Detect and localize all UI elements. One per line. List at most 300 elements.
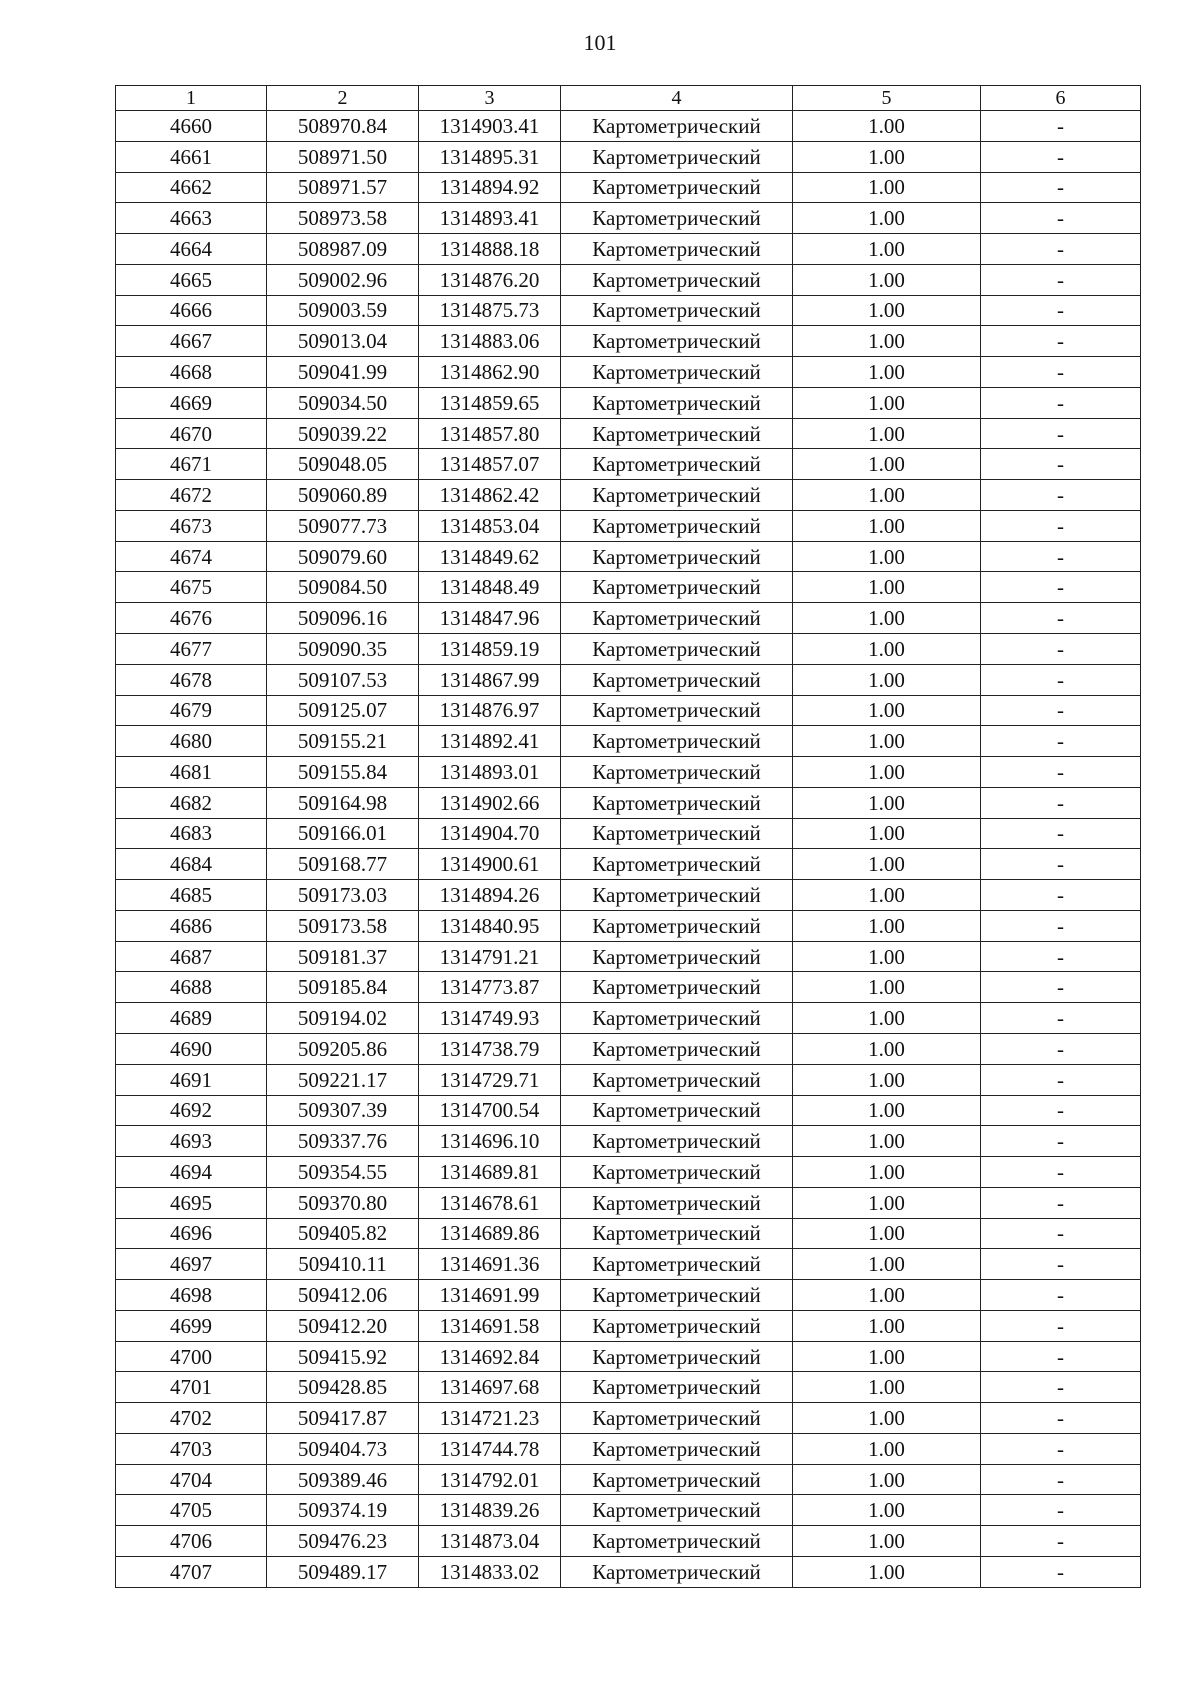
y-coordinate-cell: 1314862.42 xyxy=(419,480,561,511)
description-cell: - xyxy=(981,1003,1141,1034)
point-number-cell: 4664 xyxy=(116,234,267,265)
x-coordinate-cell: 509389.46 xyxy=(267,1464,419,1495)
description-cell: - xyxy=(981,1495,1141,1526)
x-coordinate-cell: 509410.11 xyxy=(267,1249,419,1280)
point-number-cell: 4704 xyxy=(116,1464,267,1495)
x-coordinate-cell: 509013.04 xyxy=(267,326,419,357)
method-cell: Картометрический xyxy=(561,572,793,603)
y-coordinate-cell: 1314840.95 xyxy=(419,910,561,941)
y-coordinate-cell: 1314749.93 xyxy=(419,1003,561,1034)
accuracy-cell: 1.00 xyxy=(793,326,981,357)
y-coordinate-cell: 1314894.92 xyxy=(419,172,561,203)
method-cell: Картометрический xyxy=(561,141,793,172)
point-number-cell: 4707 xyxy=(116,1556,267,1587)
description-cell: - xyxy=(981,541,1141,572)
y-coordinate-cell: 1314857.80 xyxy=(419,418,561,449)
table-row xyxy=(116,1372,1141,1403)
point-number-cell: 4698 xyxy=(116,1280,267,1311)
accuracy-cell: 1.00 xyxy=(793,1003,981,1034)
x-coordinate-cell: 509041.99 xyxy=(267,357,419,388)
table-row xyxy=(116,1433,1141,1464)
accuracy-cell: 1.00 xyxy=(793,603,981,634)
table-row xyxy=(116,1341,1141,1372)
table-row xyxy=(116,1218,1141,1249)
description-cell: - xyxy=(981,1064,1141,1095)
table-row xyxy=(116,1095,1141,1126)
description-cell: - xyxy=(981,634,1141,665)
point-number-cell: 4705 xyxy=(116,1495,267,1526)
x-coordinate-cell: 509096.16 xyxy=(267,603,419,634)
accuracy-cell: 1.00 xyxy=(793,449,981,480)
point-number-cell: 4701 xyxy=(116,1372,267,1403)
description-cell: - xyxy=(981,787,1141,818)
y-coordinate-cell: 1314839.26 xyxy=(419,1495,561,1526)
table-row xyxy=(116,1064,1141,1095)
description-cell: - xyxy=(981,234,1141,265)
table-row xyxy=(116,510,1141,541)
table-row xyxy=(116,1249,1141,1280)
description-cell: - xyxy=(981,1526,1141,1557)
point-number-cell: 4675 xyxy=(116,572,267,603)
point-number-cell: 4692 xyxy=(116,1095,267,1126)
description-cell: - xyxy=(981,972,1141,1003)
y-coordinate-cell: 1314696.10 xyxy=(419,1126,561,1157)
point-number-cell: 4686 xyxy=(116,910,267,941)
column-header: 2 xyxy=(267,86,419,111)
x-coordinate-cell: 508971.50 xyxy=(267,141,419,172)
point-number-cell: 4693 xyxy=(116,1126,267,1157)
point-number-cell: 4699 xyxy=(116,1310,267,1341)
y-coordinate-cell: 1314792.01 xyxy=(419,1464,561,1495)
accuracy-cell: 1.00 xyxy=(793,387,981,418)
point-number-cell: 4671 xyxy=(116,449,267,480)
method-cell: Картометрический xyxy=(561,1218,793,1249)
accuracy-cell: 1.00 xyxy=(793,910,981,941)
accuracy-cell: 1.00 xyxy=(793,726,981,757)
table-row xyxy=(116,449,1141,480)
description-cell: - xyxy=(981,141,1141,172)
description-cell: - xyxy=(981,387,1141,418)
column-header: 4 xyxy=(561,86,793,111)
y-coordinate-cell: 1314689.81 xyxy=(419,1157,561,1188)
x-coordinate-cell: 509164.98 xyxy=(267,787,419,818)
point-number-cell: 4689 xyxy=(116,1003,267,1034)
point-number-cell: 4667 xyxy=(116,326,267,357)
x-coordinate-cell: 509084.50 xyxy=(267,572,419,603)
y-coordinate-cell: 1314888.18 xyxy=(419,234,561,265)
point-number-cell: 4680 xyxy=(116,726,267,757)
accuracy-cell: 1.00 xyxy=(793,1280,981,1311)
x-coordinate-cell: 509168.77 xyxy=(267,849,419,880)
table-row xyxy=(116,172,1141,203)
point-number-cell: 4687 xyxy=(116,941,267,972)
method-cell: Картометрический xyxy=(561,880,793,911)
y-coordinate-cell: 1314853.04 xyxy=(419,510,561,541)
x-coordinate-cell: 509090.35 xyxy=(267,634,419,665)
point-number-cell: 4660 xyxy=(116,111,267,142)
point-number-cell: 4678 xyxy=(116,664,267,695)
coordinates-table xyxy=(115,85,1141,1588)
accuracy-cell: 1.00 xyxy=(793,787,981,818)
description-cell: - xyxy=(981,1095,1141,1126)
method-cell: Картометрический xyxy=(561,972,793,1003)
accuracy-cell: 1.00 xyxy=(793,1218,981,1249)
accuracy-cell: 1.00 xyxy=(793,203,981,234)
table-row xyxy=(116,1003,1141,1034)
description-cell: - xyxy=(981,695,1141,726)
x-coordinate-cell: 509428.85 xyxy=(267,1372,419,1403)
method-cell: Картометрический xyxy=(561,541,793,572)
method-cell: Картометрический xyxy=(561,1464,793,1495)
y-coordinate-cell: 1314857.07 xyxy=(419,449,561,480)
point-number-cell: 4663 xyxy=(116,203,267,234)
description-cell: - xyxy=(981,1280,1141,1311)
table-row xyxy=(116,1464,1141,1495)
method-cell: Картометрический xyxy=(561,1495,793,1526)
description-cell: - xyxy=(981,910,1141,941)
accuracy-cell: 1.00 xyxy=(793,1556,981,1587)
method-cell: Картометрический xyxy=(561,357,793,388)
y-coordinate-cell: 1314849.62 xyxy=(419,541,561,572)
accuracy-cell: 1.00 xyxy=(793,418,981,449)
y-coordinate-cell: 1314700.54 xyxy=(419,1095,561,1126)
point-number-cell: 4677 xyxy=(116,634,267,665)
x-coordinate-cell: 509181.37 xyxy=(267,941,419,972)
point-number-cell: 4676 xyxy=(116,603,267,634)
description-cell: - xyxy=(981,172,1141,203)
method-cell: Картометрический xyxy=(561,326,793,357)
point-number-cell: 4691 xyxy=(116,1064,267,1095)
method-cell: Картометрический xyxy=(561,480,793,511)
y-coordinate-cell: 1314847.96 xyxy=(419,603,561,634)
table-row xyxy=(116,203,1141,234)
y-coordinate-cell: 1314859.65 xyxy=(419,387,561,418)
point-number-cell: 4694 xyxy=(116,1157,267,1188)
table-row xyxy=(116,757,1141,788)
point-number-cell: 4706 xyxy=(116,1526,267,1557)
point-number-cell: 4702 xyxy=(116,1403,267,1434)
x-coordinate-cell: 509405.82 xyxy=(267,1218,419,1249)
method-cell: Картометрический xyxy=(561,203,793,234)
table-row xyxy=(116,1403,1141,1434)
accuracy-cell: 1.00 xyxy=(793,972,981,1003)
method-cell: Картометрический xyxy=(561,634,793,665)
point-number-cell: 4696 xyxy=(116,1218,267,1249)
column-header: 3 xyxy=(419,86,561,111)
point-number-cell: 4682 xyxy=(116,787,267,818)
table-row xyxy=(116,1495,1141,1526)
accuracy-cell: 1.00 xyxy=(793,510,981,541)
y-coordinate-cell: 1314903.41 xyxy=(419,111,561,142)
x-coordinate-cell: 509107.53 xyxy=(267,664,419,695)
accuracy-cell: 1.00 xyxy=(793,695,981,726)
y-coordinate-cell: 1314678.61 xyxy=(419,1187,561,1218)
table-row xyxy=(116,941,1141,972)
x-coordinate-cell: 509039.22 xyxy=(267,418,419,449)
method-cell: Картометрический xyxy=(561,787,793,818)
x-coordinate-cell: 509077.73 xyxy=(267,510,419,541)
x-coordinate-cell: 509307.39 xyxy=(267,1095,419,1126)
x-coordinate-cell: 509489.17 xyxy=(267,1556,419,1587)
table-row xyxy=(116,1033,1141,1064)
y-coordinate-cell: 1314721.23 xyxy=(419,1403,561,1434)
x-coordinate-cell: 509185.84 xyxy=(267,972,419,1003)
x-coordinate-cell: 509412.20 xyxy=(267,1310,419,1341)
accuracy-cell: 1.00 xyxy=(793,1433,981,1464)
method-cell: Картометрический xyxy=(561,1249,793,1280)
y-coordinate-cell: 1314862.90 xyxy=(419,357,561,388)
description-cell: - xyxy=(981,757,1141,788)
method-cell: Картометрический xyxy=(561,111,793,142)
accuracy-cell: 1.00 xyxy=(793,1526,981,1557)
accuracy-cell: 1.00 xyxy=(793,880,981,911)
y-coordinate-cell: 1314883.06 xyxy=(419,326,561,357)
method-cell: Картометрический xyxy=(561,1341,793,1372)
accuracy-cell: 1.00 xyxy=(793,1310,981,1341)
point-number-cell: 4665 xyxy=(116,264,267,295)
accuracy-cell: 1.00 xyxy=(793,1126,981,1157)
table-row xyxy=(116,141,1141,172)
accuracy-cell: 1.00 xyxy=(793,172,981,203)
y-coordinate-cell: 1314691.58 xyxy=(419,1310,561,1341)
point-number-cell: 4679 xyxy=(116,695,267,726)
description-cell: - xyxy=(981,941,1141,972)
description-cell: - xyxy=(981,572,1141,603)
method-cell: Картометрический xyxy=(561,1433,793,1464)
method-cell: Картометрический xyxy=(561,1526,793,1557)
table-row xyxy=(116,1187,1141,1218)
description-cell: - xyxy=(981,111,1141,142)
point-number-cell: 4662 xyxy=(116,172,267,203)
x-coordinate-cell: 509417.87 xyxy=(267,1403,419,1434)
method-cell: Картометрический xyxy=(561,726,793,757)
y-coordinate-cell: 1314875.73 xyxy=(419,295,561,326)
y-coordinate-cell: 1314904.70 xyxy=(419,818,561,849)
x-coordinate-cell: 509155.84 xyxy=(267,757,419,788)
x-coordinate-cell: 509374.19 xyxy=(267,1495,419,1526)
method-cell: Картометрический xyxy=(561,664,793,695)
method-cell: Картометрический xyxy=(561,1003,793,1034)
y-coordinate-cell: 1314791.21 xyxy=(419,941,561,972)
description-cell: - xyxy=(981,880,1141,911)
description-cell: - xyxy=(981,1126,1141,1157)
description-cell: - xyxy=(981,603,1141,634)
point-number-cell: 4685 xyxy=(116,880,267,911)
description-cell: - xyxy=(981,480,1141,511)
method-cell: Картометрический xyxy=(561,234,793,265)
x-coordinate-cell: 509173.58 xyxy=(267,910,419,941)
description-cell: - xyxy=(981,449,1141,480)
method-cell: Картометрический xyxy=(561,449,793,480)
x-coordinate-cell: 509354.55 xyxy=(267,1157,419,1188)
table-row xyxy=(116,818,1141,849)
method-cell: Картометрический xyxy=(561,1372,793,1403)
method-cell: Картометрический xyxy=(561,1157,793,1188)
description-cell: - xyxy=(981,664,1141,695)
x-coordinate-cell: 509155.21 xyxy=(267,726,419,757)
table-row xyxy=(116,1310,1141,1341)
x-coordinate-cell: 508971.57 xyxy=(267,172,419,203)
table-row xyxy=(116,572,1141,603)
accuracy-cell: 1.00 xyxy=(793,1064,981,1095)
y-coordinate-cell: 1314738.79 xyxy=(419,1033,561,1064)
table-row xyxy=(116,1280,1141,1311)
accuracy-cell: 1.00 xyxy=(793,480,981,511)
method-cell: Картометрический xyxy=(561,757,793,788)
method-cell: Картометрический xyxy=(561,295,793,326)
description-cell: - xyxy=(981,1341,1141,1372)
point-number-cell: 4672 xyxy=(116,480,267,511)
table-row xyxy=(116,664,1141,695)
y-coordinate-cell: 1314697.68 xyxy=(419,1372,561,1403)
x-coordinate-cell: 509221.17 xyxy=(267,1064,419,1095)
description-cell: - xyxy=(981,264,1141,295)
point-number-cell: 4666 xyxy=(116,295,267,326)
method-cell: Картометрический xyxy=(561,1403,793,1434)
point-number-cell: 4661 xyxy=(116,141,267,172)
accuracy-cell: 1.00 xyxy=(793,541,981,572)
table-row xyxy=(116,787,1141,818)
description-cell: - xyxy=(981,295,1141,326)
x-coordinate-cell: 509125.07 xyxy=(267,695,419,726)
method-cell: Картометрический xyxy=(561,264,793,295)
method-cell: Картометрический xyxy=(561,1556,793,1587)
x-coordinate-cell: 508987.09 xyxy=(267,234,419,265)
description-cell: - xyxy=(981,1310,1141,1341)
method-cell: Картометрический xyxy=(561,172,793,203)
accuracy-cell: 1.00 xyxy=(793,1187,981,1218)
x-coordinate-cell: 509079.60 xyxy=(267,541,419,572)
method-cell: Картометрический xyxy=(561,387,793,418)
table-row xyxy=(116,357,1141,388)
description-cell: - xyxy=(981,1464,1141,1495)
table-row xyxy=(116,634,1141,665)
point-number-cell: 4697 xyxy=(116,1249,267,1280)
x-coordinate-cell: 509166.01 xyxy=(267,818,419,849)
table-row xyxy=(116,910,1141,941)
point-number-cell: 4695 xyxy=(116,1187,267,1218)
point-number-cell: 4673 xyxy=(116,510,267,541)
description-cell: - xyxy=(981,849,1141,880)
y-coordinate-cell: 1314893.01 xyxy=(419,757,561,788)
method-cell: Картометрический xyxy=(561,910,793,941)
accuracy-cell: 1.00 xyxy=(793,1495,981,1526)
x-coordinate-cell: 509415.92 xyxy=(267,1341,419,1372)
table-row xyxy=(116,1157,1141,1188)
method-cell: Картометрический xyxy=(561,1310,793,1341)
description-cell: - xyxy=(981,1249,1141,1280)
method-cell: Картометрический xyxy=(561,941,793,972)
x-coordinate-cell: 509205.86 xyxy=(267,1033,419,1064)
method-cell: Картометрический xyxy=(561,1280,793,1311)
description-cell: - xyxy=(981,1403,1141,1434)
table-row xyxy=(116,880,1141,911)
x-coordinate-cell: 509002.96 xyxy=(267,264,419,295)
y-coordinate-cell: 1314691.99 xyxy=(419,1280,561,1311)
y-coordinate-cell: 1314692.84 xyxy=(419,1341,561,1372)
x-coordinate-cell: 509412.06 xyxy=(267,1280,419,1311)
y-coordinate-cell: 1314729.71 xyxy=(419,1064,561,1095)
y-coordinate-cell: 1314902.66 xyxy=(419,787,561,818)
x-coordinate-cell: 508970.84 xyxy=(267,111,419,142)
accuracy-cell: 1.00 xyxy=(793,295,981,326)
point-number-cell: 4681 xyxy=(116,757,267,788)
table-header-row xyxy=(116,86,1141,111)
table-row xyxy=(116,295,1141,326)
y-coordinate-cell: 1314848.49 xyxy=(419,572,561,603)
description-cell: - xyxy=(981,1157,1141,1188)
method-cell: Картометрический xyxy=(561,818,793,849)
point-number-cell: 4700 xyxy=(116,1341,267,1372)
table-row xyxy=(116,695,1141,726)
description-cell: - xyxy=(981,357,1141,388)
table-row xyxy=(116,541,1141,572)
accuracy-cell: 1.00 xyxy=(793,1341,981,1372)
column-header: 6 xyxy=(981,86,1141,111)
accuracy-cell: 1.00 xyxy=(793,634,981,665)
accuracy-cell: 1.00 xyxy=(793,141,981,172)
description-cell: - xyxy=(981,1218,1141,1249)
y-coordinate-cell: 1314894.26 xyxy=(419,880,561,911)
accuracy-cell: 1.00 xyxy=(793,264,981,295)
point-number-cell: 4688 xyxy=(116,972,267,1003)
table-row xyxy=(116,1526,1141,1557)
x-coordinate-cell: 509003.59 xyxy=(267,295,419,326)
x-coordinate-cell: 509173.03 xyxy=(267,880,419,911)
accuracy-cell: 1.00 xyxy=(793,1464,981,1495)
y-coordinate-cell: 1314892.41 xyxy=(419,726,561,757)
accuracy-cell: 1.00 xyxy=(793,357,981,388)
point-number-cell: 4669 xyxy=(116,387,267,418)
accuracy-cell: 1.00 xyxy=(793,111,981,142)
table-row xyxy=(116,387,1141,418)
accuracy-cell: 1.00 xyxy=(793,572,981,603)
accuracy-cell: 1.00 xyxy=(793,849,981,880)
description-cell: - xyxy=(981,1556,1141,1587)
description-cell: - xyxy=(981,1033,1141,1064)
table-row xyxy=(116,849,1141,880)
accuracy-cell: 1.00 xyxy=(793,941,981,972)
y-coordinate-cell: 1314876.97 xyxy=(419,695,561,726)
x-coordinate-cell: 509337.76 xyxy=(267,1126,419,1157)
page-number: 101 xyxy=(583,30,617,55)
accuracy-cell: 1.00 xyxy=(793,1249,981,1280)
point-number-cell: 4703 xyxy=(116,1433,267,1464)
description-cell: - xyxy=(981,203,1141,234)
table-row xyxy=(116,972,1141,1003)
point-number-cell: 4684 xyxy=(116,849,267,880)
y-coordinate-cell: 1314873.04 xyxy=(419,1526,561,1557)
y-coordinate-cell: 1314773.87 xyxy=(419,972,561,1003)
method-cell: Картометрический xyxy=(561,1033,793,1064)
table-row xyxy=(116,234,1141,265)
description-cell: - xyxy=(981,326,1141,357)
method-cell: Картометрический xyxy=(561,1095,793,1126)
y-coordinate-cell: 1314893.41 xyxy=(419,203,561,234)
accuracy-cell: 1.00 xyxy=(793,1372,981,1403)
point-number-cell: 4683 xyxy=(116,818,267,849)
method-cell: Картометрический xyxy=(561,1126,793,1157)
accuracy-cell: 1.00 xyxy=(793,664,981,695)
table-row xyxy=(116,326,1141,357)
x-coordinate-cell: 509048.05 xyxy=(267,449,419,480)
x-coordinate-cell: 509404.73 xyxy=(267,1433,419,1464)
method-cell: Картометрический xyxy=(561,510,793,541)
method-cell: Картометрический xyxy=(561,695,793,726)
table-body xyxy=(116,111,1141,1588)
method-cell: Картометрический xyxy=(561,603,793,634)
table-row xyxy=(116,726,1141,757)
